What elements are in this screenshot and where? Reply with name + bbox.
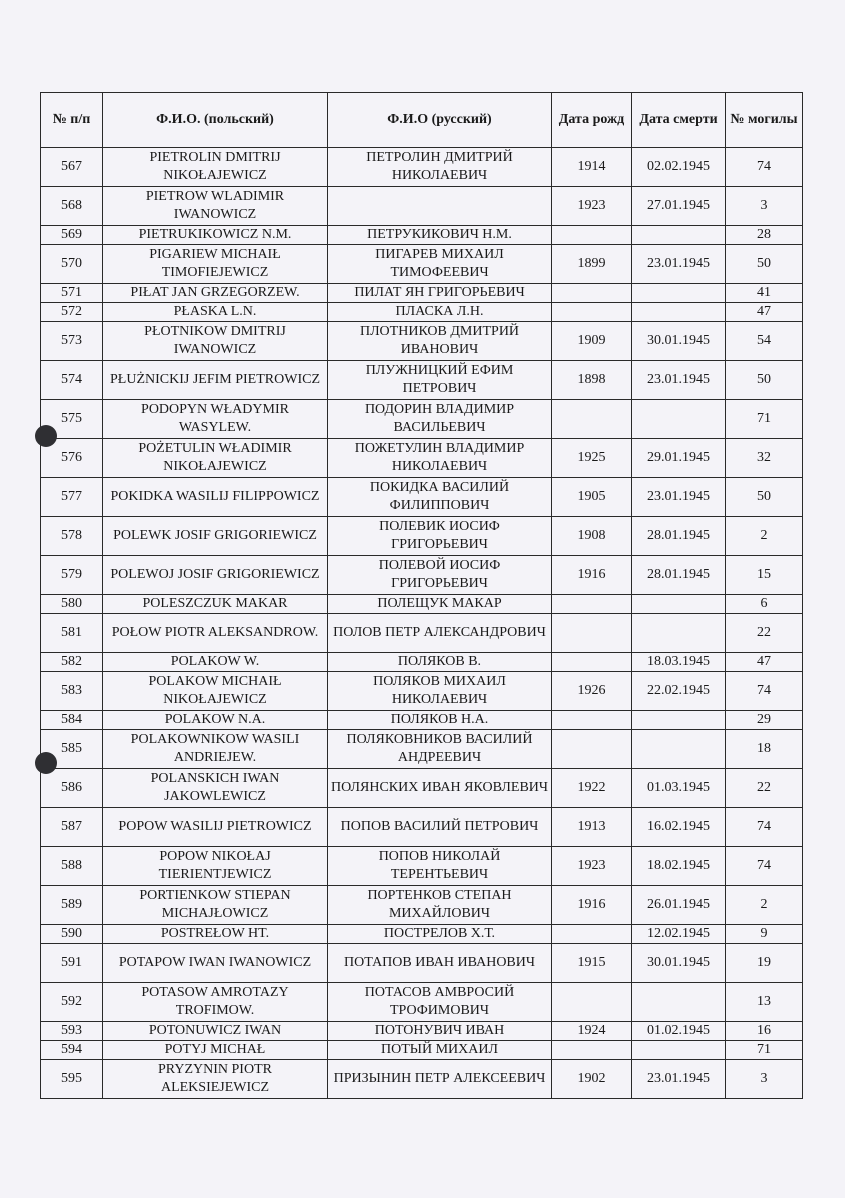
cell-death-date [632, 400, 726, 439]
table-row [41, 614, 803, 653]
cell-birth-date: 1923 [552, 847, 632, 886]
cell-grave-number: 16 [726, 1022, 803, 1041]
cell-grave-number: 74 [726, 672, 803, 711]
cell-name-russian: ПОДОРИН ВЛАДИМИР ВАСИЛЬЕВИЧ [328, 400, 552, 439]
cell-birth-date [552, 730, 632, 769]
table-row [41, 595, 803, 614]
burial-register-table [40, 92, 803, 1099]
cell-number: 569 [41, 226, 103, 245]
cell-number: 591 [41, 944, 103, 983]
table-header [41, 93, 803, 148]
cell-number: 580 [41, 595, 103, 614]
cell-grave-number: 54 [726, 322, 803, 361]
cell-grave-number: 47 [726, 653, 803, 672]
cell-name-polish: PIETROW WLADIMIR IWANOWICZ [103, 187, 328, 226]
cell-number: 589 [41, 886, 103, 925]
cell-birth-date [552, 653, 632, 672]
cell-grave-number: 13 [726, 983, 803, 1022]
cell-death-date: 18.02.1945 [632, 847, 726, 886]
cell-number: 587 [41, 808, 103, 847]
cell-grave-number: 50 [726, 361, 803, 400]
cell-name-polish: POSTREŁOW HT. [103, 925, 328, 944]
cell-death-date: 16.02.1945 [632, 808, 726, 847]
cell-death-date [632, 711, 726, 730]
cell-death-date: 02.02.1945 [632, 148, 726, 187]
cell-birth-date [552, 1041, 632, 1060]
header-birth-date: Дата рожд [552, 93, 632, 148]
cell-death-date [632, 595, 726, 614]
cell-grave-number: 2 [726, 886, 803, 925]
cell-birth-date [552, 711, 632, 730]
table-row [41, 847, 803, 886]
cell-birth-date: 1922 [552, 769, 632, 808]
cell-name-russian: ПЛАСКА Л.Н. [328, 303, 552, 322]
cell-number: 579 [41, 556, 103, 595]
cell-number: 588 [41, 847, 103, 886]
cell-name-russian: ПОЛЯНСКИХ ИВАН ЯКОВЛЕВИЧ [328, 769, 552, 808]
cell-grave-number: 41 [726, 284, 803, 303]
cell-number: 585 [41, 730, 103, 769]
punch-hole-icon [35, 752, 57, 774]
cell-death-date [632, 1041, 726, 1060]
cell-death-date: 28.01.1945 [632, 517, 726, 556]
cell-grave-number: 32 [726, 439, 803, 478]
header-number: № п/п [41, 93, 103, 148]
cell-name-russian: ПРИЗЫНИН ПЕТР АЛЕКСЕЕВИЧ [328, 1060, 552, 1099]
cell-birth-date [552, 595, 632, 614]
cell-death-date: 30.01.1945 [632, 944, 726, 983]
cell-number: 575 [41, 400, 103, 439]
table-row [41, 148, 803, 187]
cell-name-polish: POTYJ MICHAŁ [103, 1041, 328, 1060]
cell-number: 586 [41, 769, 103, 808]
table-row [41, 886, 803, 925]
cell-name-russian: ПОЛЯКОВ В. [328, 653, 552, 672]
cell-number: 574 [41, 361, 103, 400]
cell-death-date: 30.01.1945 [632, 322, 726, 361]
cell-birth-date: 1905 [552, 478, 632, 517]
cell-death-date: 01.03.1945 [632, 769, 726, 808]
table-row [41, 400, 803, 439]
cell-name-russian: ПОПОВ НИКОЛАЙ ТЕРЕНТЬЕВИЧ [328, 847, 552, 886]
cell-name-russian: ПЕТРУКИКОВИЧ Н.М. [328, 226, 552, 245]
cell-name-polish: POLEWOJ JOSIF GRIGORIEWICZ [103, 556, 328, 595]
cell-name-russian: ПОТОНУВИЧ ИВАН [328, 1022, 552, 1041]
cell-name-polish: PŁOTNIKOW DMITRIJ IWANOWICZ [103, 322, 328, 361]
cell-name-polish: PRYZYNIN PIOTR ALEKSIEJEWICZ [103, 1060, 328, 1099]
cell-birth-date: 1914 [552, 148, 632, 187]
cell-number: 584 [41, 711, 103, 730]
cell-grave-number: 9 [726, 925, 803, 944]
cell-number: 578 [41, 517, 103, 556]
cell-name-polish: POTASOW AMROTAZY TROFIMOW. [103, 983, 328, 1022]
cell-death-date: 29.01.1945 [632, 439, 726, 478]
cell-name-polish: POLAKOW MICHAIŁ NIKOŁAJEWICZ [103, 672, 328, 711]
cell-name-russian: ПИЛАТ ЯН ГРИГОРЬЕВИЧ [328, 284, 552, 303]
cell-name-polish: PIETRUKIKOWICZ N.M. [103, 226, 328, 245]
table-row [41, 730, 803, 769]
table-row [41, 653, 803, 672]
cell-name-russian: ПЛУЖНИЦКИЙ ЕФИМ ПЕТРОВИЧ [328, 361, 552, 400]
cell-birth-date [552, 925, 632, 944]
table-row [41, 808, 803, 847]
cell-grave-number: 2 [726, 517, 803, 556]
cell-name-polish: PIGARIEW MICHAIŁ TIMOFIEJEWICZ [103, 245, 328, 284]
table-row [41, 983, 803, 1022]
table-row [41, 925, 803, 944]
cell-death-date: 18.03.1945 [632, 653, 726, 672]
cell-birth-date [552, 614, 632, 653]
table-row [41, 1041, 803, 1060]
cell-name-russian: ПЕТРОЛИН ДМИТРИЙ НИКОЛАЕВИЧ [328, 148, 552, 187]
cell-birth-date: 1923 [552, 187, 632, 226]
cell-grave-number: 50 [726, 245, 803, 284]
cell-number: 593 [41, 1022, 103, 1041]
cell-name-polish: POŁOW PIOTR ALEKSANDROW. [103, 614, 328, 653]
cell-birth-date: 1902 [552, 1060, 632, 1099]
header-name-polish: Ф.И.О. (польский) [103, 93, 328, 148]
cell-grave-number: 15 [726, 556, 803, 595]
cell-name-russian: ПОЛЯКОВ МИХАИЛ НИКОЛАЕВИЧ [328, 672, 552, 711]
cell-name-russian: ПОЛОВ ПЕТР АЛЕКСАНДРОВИЧ [328, 614, 552, 653]
cell-name-polish: PIETROLIN DMITRIJ NIKOŁAJEWICZ [103, 148, 328, 187]
cell-death-date [632, 303, 726, 322]
cell-grave-number: 18 [726, 730, 803, 769]
cell-name-polish: POPOW NIKOŁAJ TIERIENTJEWICZ [103, 847, 328, 886]
cell-name-polish: PŁUŻNICKIJ JEFIM PIETROWICZ [103, 361, 328, 400]
cell-number: 592 [41, 983, 103, 1022]
cell-death-date [632, 983, 726, 1022]
cell-number: 567 [41, 148, 103, 187]
table-row [41, 478, 803, 517]
cell-grave-number: 22 [726, 769, 803, 808]
table-row [41, 1022, 803, 1041]
table-row [41, 672, 803, 711]
cell-name-polish: POTONUWICZ IWAN [103, 1022, 328, 1041]
cell-birth-date: 1909 [552, 322, 632, 361]
cell-birth-date: 1898 [552, 361, 632, 400]
cell-grave-number: 47 [726, 303, 803, 322]
cell-name-russian: ПЛОТНИКОВ ДМИТРИЙ ИВАНОВИЧ [328, 322, 552, 361]
cell-death-date: 28.01.1945 [632, 556, 726, 595]
cell-birth-date [552, 983, 632, 1022]
cell-name-russian: ПОРТЕНКОВ СТЕПАН МИХАЙЛОВИЧ [328, 886, 552, 925]
cell-number: 570 [41, 245, 103, 284]
cell-grave-number: 22 [726, 614, 803, 653]
cell-death-date: 23.01.1945 [632, 245, 726, 284]
cell-name-polish: POLANSKICH IWAN JAKOWLEWICZ [103, 769, 328, 808]
cell-name-polish: PODOPYN WŁADYMIR WASYLEW. [103, 400, 328, 439]
cell-death-date: 01.02.1945 [632, 1022, 726, 1041]
cell-birth-date [552, 303, 632, 322]
cell-death-date [632, 284, 726, 303]
cell-name-polish: POLAKOW W. [103, 653, 328, 672]
cell-death-date: 23.01.1945 [632, 478, 726, 517]
table-row [41, 303, 803, 322]
cell-name-russian: ПОТАСОВ АМВРОСИЙ ТРОФИМОВИЧ [328, 983, 552, 1022]
cell-grave-number: 74 [726, 148, 803, 187]
cell-name-russian [328, 187, 552, 226]
cell-grave-number: 29 [726, 711, 803, 730]
table-row [41, 361, 803, 400]
table-row [41, 769, 803, 808]
cell-birth-date: 1924 [552, 1022, 632, 1041]
cell-name-polish: POLESZCZUK MAKAR [103, 595, 328, 614]
table-row [41, 284, 803, 303]
cell-number: 572 [41, 303, 103, 322]
cell-grave-number: 3 [726, 1060, 803, 1099]
cell-name-russian: ПИГАРЕВ МИХАИЛ ТИМОФЕЕВИЧ [328, 245, 552, 284]
table-row [41, 226, 803, 245]
cell-death-date: 12.02.1945 [632, 925, 726, 944]
header-death-date: Дата смерти [632, 93, 726, 148]
cell-death-date: 23.01.1945 [632, 361, 726, 400]
cell-name-russian: ПОСТРЕЛОВ Х.Т. [328, 925, 552, 944]
cell-number: 577 [41, 478, 103, 517]
cell-birth-date [552, 400, 632, 439]
cell-number: 576 [41, 439, 103, 478]
cell-name-polish: POLAKOW N.A. [103, 711, 328, 730]
cell-grave-number: 19 [726, 944, 803, 983]
cell-name-russian: ПОТАПОВ ИВАН ИВАНОВИЧ [328, 944, 552, 983]
cell-birth-date: 1925 [552, 439, 632, 478]
cell-death-date: 23.01.1945 [632, 1060, 726, 1099]
cell-name-russian: ПОЛЕВОЙ ИОСИФ ГРИГОРЬЕВИЧ [328, 556, 552, 595]
cell-birth-date: 1916 [552, 556, 632, 595]
table-row [41, 187, 803, 226]
cell-grave-number: 74 [726, 808, 803, 847]
cell-grave-number: 74 [726, 847, 803, 886]
cell-birth-date: 1926 [552, 672, 632, 711]
table-row [41, 322, 803, 361]
cell-number: 571 [41, 284, 103, 303]
cell-name-polish: POLEWK JOSIF GRIGORIEWICZ [103, 517, 328, 556]
cell-birth-date [552, 284, 632, 303]
cell-birth-date [552, 226, 632, 245]
cell-death-date: 22.02.1945 [632, 672, 726, 711]
table-row [41, 944, 803, 983]
header-grave-number: № могилы [726, 93, 803, 148]
cell-birth-date: 1908 [552, 517, 632, 556]
cell-death-date: 26.01.1945 [632, 886, 726, 925]
cell-birth-date: 1913 [552, 808, 632, 847]
cell-name-polish: POPOW WASILIJ PIETROWICZ [103, 808, 328, 847]
table-row [41, 556, 803, 595]
cell-name-russian: ПОТЫЙ МИХАИЛ [328, 1041, 552, 1060]
cell-grave-number: 28 [726, 226, 803, 245]
cell-name-russian: ПОЛЯКОВНИКОВ ВАСИЛИЙ АНДРЕЕВИЧ [328, 730, 552, 769]
cell-name-russian: ПОЛЯКОВ Н.А. [328, 711, 552, 730]
cell-name-russian: ПОПОВ ВАСИЛИЙ ПЕТРОВИЧ [328, 808, 552, 847]
cell-name-polish: POŻETULIN WŁADIMIR NIKOŁAJEWICZ [103, 439, 328, 478]
cell-name-polish: POKIDKA WASILIJ FILIPPOWICZ [103, 478, 328, 517]
header-name-russian: Ф.И.О (русский) [328, 93, 552, 148]
cell-name-russian: ПОЛЕВИК ИОСИФ ГРИГОРЬЕВИЧ [328, 517, 552, 556]
cell-grave-number: 50 [726, 478, 803, 517]
cell-death-date [632, 226, 726, 245]
cell-grave-number: 71 [726, 400, 803, 439]
cell-name-polish: POLAKOWNIKOW WASILI ANDRIEJEW. [103, 730, 328, 769]
cell-number: 595 [41, 1060, 103, 1099]
table-row [41, 245, 803, 284]
cell-number: 594 [41, 1041, 103, 1060]
cell-number: 590 [41, 925, 103, 944]
cell-number: 568 [41, 187, 103, 226]
table-row [41, 439, 803, 478]
cell-name-russian: ПОЛЕЩУК МАКАР [328, 595, 552, 614]
cell-birth-date: 1899 [552, 245, 632, 284]
cell-grave-number: 71 [726, 1041, 803, 1060]
cell-birth-date: 1915 [552, 944, 632, 983]
cell-number: 581 [41, 614, 103, 653]
table-body [41, 148, 803, 1099]
cell-death-date: 27.01.1945 [632, 187, 726, 226]
cell-name-polish: POTAPOW IWAN IWANOWICZ [103, 944, 328, 983]
punch-hole-icon [35, 425, 57, 447]
cell-number: 573 [41, 322, 103, 361]
table-row [41, 1060, 803, 1099]
cell-name-polish: PIŁAT JAN GRZEGORZEW. [103, 284, 328, 303]
cell-grave-number: 3 [726, 187, 803, 226]
cell-death-date [632, 614, 726, 653]
cell-number: 583 [41, 672, 103, 711]
table-row [41, 711, 803, 730]
cell-birth-date: 1916 [552, 886, 632, 925]
cell-name-polish: PORTIENKOW STIEPAN MICHAJŁOWICZ [103, 886, 328, 925]
cell-name-russian: ПОЖЕТУЛИН ВЛАДИМИР НИКОЛАЕВИЧ [328, 439, 552, 478]
table-row [41, 517, 803, 556]
cell-name-russian: ПОКИДКА ВАСИЛИЙ ФИЛИППОВИЧ [328, 478, 552, 517]
cell-death-date [632, 730, 726, 769]
cell-name-polish: PŁASKA L.N. [103, 303, 328, 322]
cell-grave-number: 6 [726, 595, 803, 614]
cell-number: 582 [41, 653, 103, 672]
